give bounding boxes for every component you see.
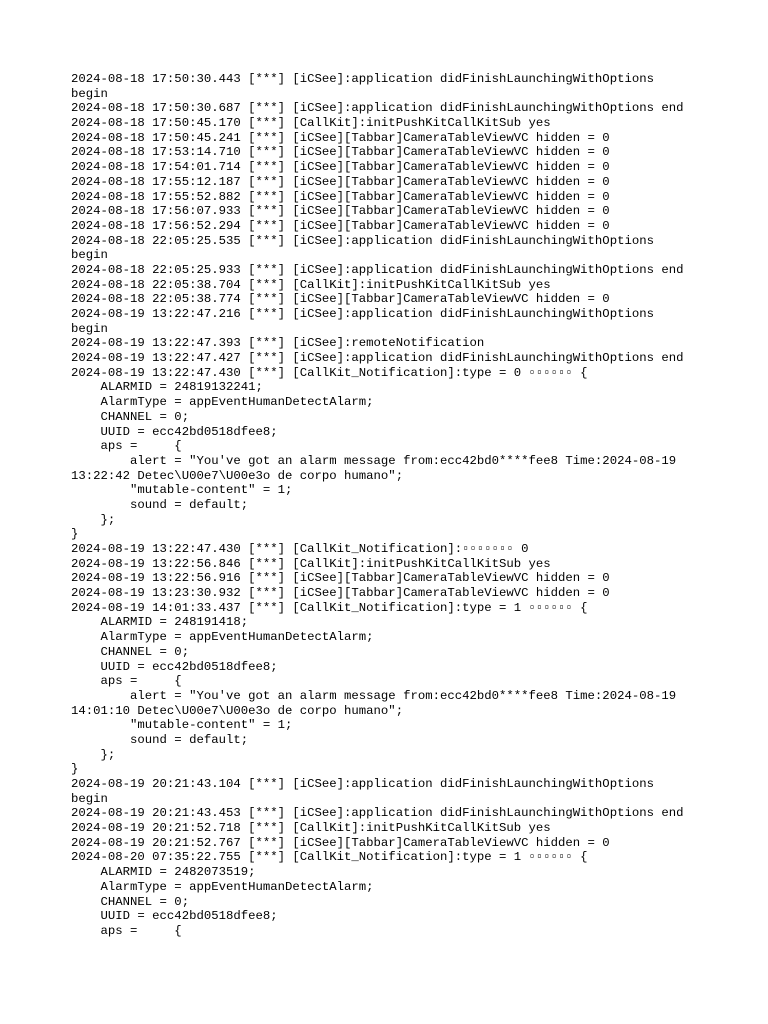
log-line: 2024-08-19 13:22:56.916 [***] [iCSee][Tabbar]CameraTableViewVC hidden = 0 [71, 571, 610, 586]
log-line: 2024-08-18 17:54:01.714 [***] [iCSee][Tabbar]CameraTableViewVC hidden = 0 [71, 160, 610, 175]
log-line: ALARMID = 24819132241; [71, 380, 263, 395]
log-line: 2024-08-19 13:22:56.846 [***] [CallKit]:initPushKitCallKitSub yes [71, 556, 551, 571]
log-line: 2024-08-19 20:21:52.767 [***] [iCSee][Tabbar]CameraTableViewVC hidden = 0 [71, 835, 610, 850]
log-line: alert = "You've got an alarm message from:ecc42bd0****fee8 Time:2024-08-19 [71, 688, 677, 703]
log-line: begin [71, 86, 108, 101]
log-line: 2024-08-18 17:55:12.187 [***] [iCSee][Tabbar]CameraTableViewVC hidden = 0 [71, 174, 610, 189]
log-line: 2024-08-18 17:55:52.882 [***] [iCSee][Tabbar]CameraTableViewVC hidden = 0 [71, 189, 610, 204]
log-line: 2024-08-19 20:21:52.718 [***] [CallKit]:initPushKitCallKitSub yes [71, 821, 551, 836]
log-line: 2024-08-18 17:50:45.170 [***] [CallKit]:initPushKitCallKitSub yes [71, 116, 551, 131]
log-line: begin [71, 321, 108, 336]
log-line: 14:01:10 Detec\U00e7\U00e3o de corpo humano"; [71, 703, 404, 718]
log-line: 2024-08-18 17:50:30.687 [***] [iCSee]:application didFinishLaunchingWithOptions end [71, 101, 684, 116]
log-line: "mutable-content" = 1; [71, 483, 293, 498]
log-line: 2024-08-18 17:50:45.241 [***] [iCSee][Tabbar]CameraTableViewVC hidden = 0 [71, 130, 610, 145]
log-line: 2024-08-18 22:05:38.704 [***] [CallKit]:initPushKitCallKitSub yes [71, 277, 551, 292]
log-line: 2024-08-18 17:56:52.294 [***] [iCSee][Tabbar]CameraTableViewVC hidden = 0 [71, 218, 610, 233]
log-line: begin [71, 248, 108, 263]
log-line: 2024-08-19 20:21:43.453 [***] [iCSee]:application didFinishLaunchingWithOptions end [71, 806, 684, 821]
log-document [71, 72, 731, 939]
log-line: 2024-08-19 13:22:47.216 [***] [iCSee]:application didFinishLaunchingWithOptions [71, 307, 654, 321]
log-line: UUID = ecc42bd0518dfee8; [71, 659, 278, 674]
log-line: 2024-08-19 20:21:43.104 [***] [iCSee]:application didFinishLaunchingWithOptions [71, 777, 654, 791]
log-line: CHANNEL = 0; [71, 409, 190, 424]
log-line: 2024-08-19 13:22:47.430 [***] [CallKit_Notification]:▫▫▫▫▫▫▫ 0 [71, 542, 529, 556]
log-line: 2024-08-18 17:56:07.933 [***] [iCSee][Tabbar]CameraTableViewVC hidden = 0 [71, 204, 610, 219]
log-line: 2024-08-18 22:05:25.933 [***] [iCSee]:application didFinishLaunchingWithOptions end [71, 262, 684, 277]
log-line: 13:22:42 Detec\U00e7\U00e3o de corpo humano"; [71, 468, 404, 483]
log-line: ALARMID = 2482073519; [71, 865, 256, 880]
log-line: }; [71, 747, 116, 762]
log-line: UUID = ecc42bd0518dfee8; [71, 909, 278, 924]
log-line: 2024-08-19 14:01:33.437 [***] [CallKit_Notification]:type = 1 ▫▫▫▫▫▫ { [71, 600, 588, 615]
log-line: } [71, 527, 79, 542]
log-line: 2024-08-18 17:53:14.710 [***] [iCSee][Tabbar]CameraTableViewVC hidden = 0 [71, 145, 610, 160]
log-line: }; [71, 512, 116, 527]
log-line: AlarmType = appEventHumanDetectAlarm; [71, 630, 374, 645]
log-line: 2024-08-19 13:22:47.430 [***] [CallKit_Notification]:type = 0 ▫▫▫▫▫▫ { [71, 365, 588, 380]
log-line: ALARMID = 248191418; [71, 615, 249, 630]
log-line: UUID = ecc42bd0518dfee8; [71, 424, 278, 439]
log-line: aps = { [71, 674, 182, 689]
log-line: CHANNEL = 0; [71, 894, 190, 909]
log-line: 2024-08-20 07:35:22.755 [***] [CallKit_Notification]:type = 1 ▫▫▫▫▫▫ { [71, 850, 588, 865]
log-line: 2024-08-18 22:05:38.774 [***] [iCSee][Tabbar]CameraTableViewVC hidden = 0 [71, 292, 610, 307]
log-line: sound = default; [71, 732, 249, 747]
log-line: 2024-08-18 22:05:25.535 [***] [iCSee]:application didFinishLaunchingWithOptions [71, 233, 654, 248]
log-line: } [71, 762, 79, 777]
log-line: 2024-08-19 13:23:30.932 [***] [iCSee][Tabbar]CameraTableViewVC hidden = 0 [71, 586, 610, 601]
log-line: sound = default; [71, 497, 249, 512]
log-line: aps = { [71, 923, 182, 938]
log-line: alert = "You've got an alarm message from:ecc42bd0****fee8 Time:2024-08-19 [71, 453, 677, 468]
log-line: AlarmType = appEventHumanDetectAlarm; [71, 879, 374, 894]
log-line: "mutable-content" = 1; [71, 718, 293, 733]
log-line: 2024-08-18 17:50:30.443 [***] [iCSee]:application didFinishLaunchingWithOptions [71, 72, 654, 86]
log-line: 2024-08-19 13:22:47.427 [***] [iCSee]:application didFinishLaunchingWithOptions end [71, 351, 684, 366]
log-line: AlarmType = appEventHumanDetectAlarm; [71, 395, 374, 410]
log-line: CHANNEL = 0; [71, 644, 190, 659]
log-line: begin [71, 791, 108, 806]
log-line: 2024-08-19 13:22:47.393 [***] [iCSee]:remoteNotification [71, 336, 485, 351]
log-line: aps = { [71, 439, 182, 454]
